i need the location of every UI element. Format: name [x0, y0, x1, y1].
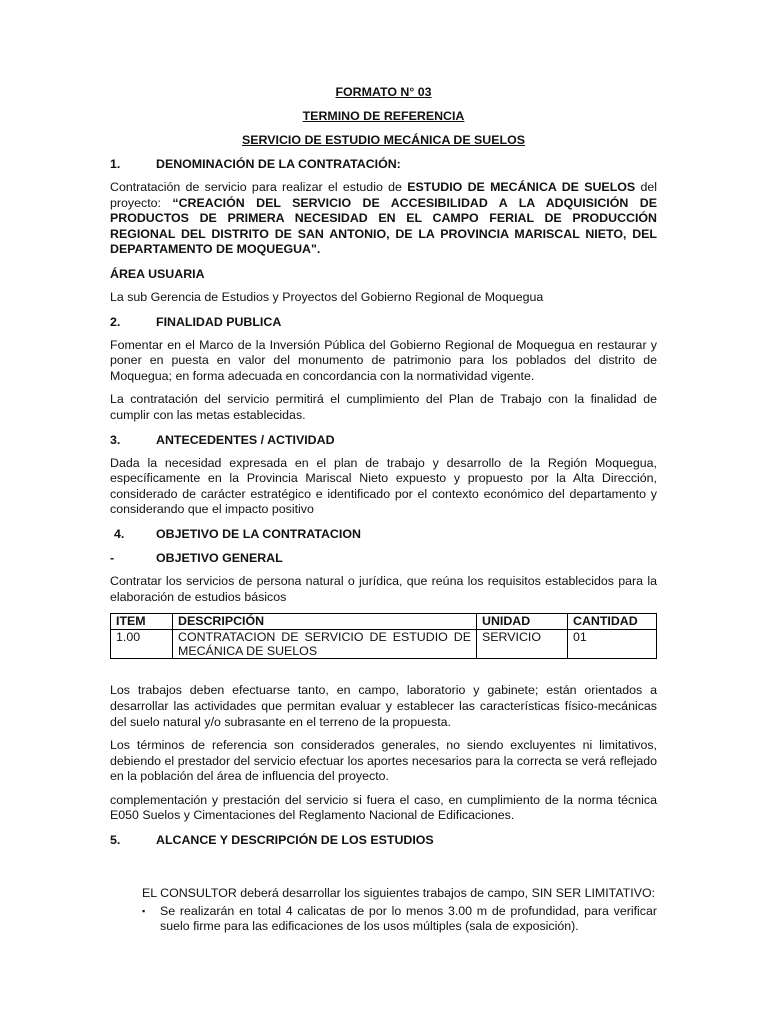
general-objective-title: OBJETIVO GENERAL: [156, 550, 283, 565]
section-2-paragraph-2: La contratación del servicio permitirá el cumplimiento del Plan de Trabajo con la finalidad de cumplir con las metas establecidas.: [110, 392, 657, 422]
header-quantity: CANTIDAD: [568, 614, 657, 629]
section-2-heading: [110, 314, 657, 330]
section-1-number: 1.: [110, 157, 121, 171]
list-item-text: Se realizarán en total 4 calicatas de por lo menos 3.00 m de profundidad, para verificar suelo firme para las edificaciones de los usos múltiples (sala de exposición).: [160, 903, 657, 934]
section-2-paragraph-1: Fomentar en el Marco de la Inversión Pública del Gobierno Regional de Moquegua en restaurar y poner en puesta en valor del monumento de patrimonio para los poblados del distrito de Moquegua; en forma adecuada en concordancia con la normatividad vigente.: [110, 337, 657, 383]
general-objective-heading: [110, 550, 657, 566]
section-1-text: [110, 180, 657, 258]
user-area-heading: [110, 266, 657, 282]
spacer: [110, 856, 657, 886]
user-area-text: La sub Gerencia de Estudios y Proyectos del Gobierno Regional de Moquegua: [110, 289, 544, 304]
section-5-title: ALCANCE Y DESCRIPCIÓN DE LOS ESTUDIOS: [156, 833, 434, 848]
cell-description: CONTRATACION DE SERVICIO DE ESTUDIO DE MECÁNICA DE SUELOS: [173, 629, 477, 659]
header-description: DESCRIPCIÓN: [173, 614, 477, 629]
services-table: [110, 613, 657, 659]
section-4-title: OBJETIVO DE LA CONTRATACION: [156, 526, 361, 541]
header-unit: UNIDAD: [477, 614, 568, 629]
list-item: [142, 904, 657, 935]
cell-quantity: 01: [568, 629, 657, 659]
square-bullet-icon: ▪: [142, 905, 146, 916]
user-area-title: ÁREA USUARIA: [110, 266, 205, 281]
section-3-heading: [110, 432, 657, 448]
section-1-text-a: Contratación de servicio para realizar el estudio de: [110, 180, 408, 194]
terms-title: TERMINO DE REFERENCIA: [302, 109, 465, 123]
section-2-title: FINALIDAD PUBLICA: [156, 314, 282, 329]
body-paragraph-2: Los términos de referencia son considerados generales, no siendo excluyentes ni limitativos, debiendo el prestador del servicio efectuar los aportes necesarios para la correcta se verá reflejado en la población del área de influencia del proyecto.: [110, 738, 657, 784]
body-paragraph-3: complementación y prestación del servicio si fuera el caso, en cumplimiento de la norma técnica E050 Suelos y Cimentaciones del Reglamento Nacional de Edificaciones.: [110, 792, 657, 823]
cell-item: 1.00: [111, 629, 173, 659]
section-5-number: 5.: [110, 833, 121, 848]
general-objective-text: Contratar los servicios de persona natural o jurídica, que reúna los requisitos establecidos para la elaboración de estudios básicos: [110, 573, 657, 604]
section-1-text-b: del proyecto:: [110, 180, 658, 210]
section-1-title: DENOMINACIÓN DE LA CONTRATACIÓN:: [156, 157, 401, 171]
field-work-list: [110, 904, 657, 935]
section-3-paragraph-1: Dada la necesidad expresada en el plan de trabajo y desarrollo de la Región Moquegua, específicamente en la Provincia Mariscal Nieto expuesto y propuesto por la Alta Dirección, considerado de carácter estratégico e identificado por el contexto económico del departamento y considerando que el impacto positivo: [110, 455, 657, 517]
body-paragraph-1: Los trabajos deben efectuarse tanto, en campo, laboratorio y gabinete; están orientados a desarrollar las actividades que permitan evaluar y establecer las características físico-mecánicas del suelo natural y/o subrasante en el terreno de la propuesta.: [110, 683, 657, 729]
cell-unit: SERVICIO: [477, 629, 568, 659]
section-1-heading: [110, 156, 657, 172]
document-content: [110, 84, 657, 935]
section-1-text-bold: ESTUDIO DE MECÁNICA DE SUELOS: [407, 180, 636, 194]
section-4-number: 4.: [114, 526, 125, 541]
section-3-number: 3.: [110, 432, 121, 447]
general-objective-dash: -: [110, 550, 115, 565]
section-5-heading: [110, 832, 657, 848]
section-2-number: 2.: [110, 314, 121, 329]
service-title: SERVICIO DE ESTUDIO MECÁNICA DE SUELOS: [242, 133, 525, 147]
table-header-row: [111, 614, 657, 629]
project-name: “CREACIÓN DEL SERVICIO DE ACCESIBILIDAD A LA ADQUISICIÓN DE PRODUCTOS DE PRIMERA NECESIDAD EN EL CAMPO FERIAL DE PRODUCCIÓN REGIONAL DEL DISTRITO DE SAN ANTONIO, DE LA PROVINCIA MARISCAL NIETO, DEL DEPARTAMENTO DE MOQUEGUA".: [110, 195, 657, 257]
format-title: FORMATO N° 03: [335, 85, 432, 99]
section-3-title: ANTECEDENTES / ACTIVIDAD: [156, 432, 335, 447]
header-item: ITEM: [111, 614, 173, 629]
consultor-text: EL CONSULTOR deberá desarrollar los siguientes trabajos de campo, SIN SER LIMITATIVO:: [142, 886, 656, 901]
table-row: [111, 629, 657, 659]
section-4-heading: [110, 526, 657, 542]
